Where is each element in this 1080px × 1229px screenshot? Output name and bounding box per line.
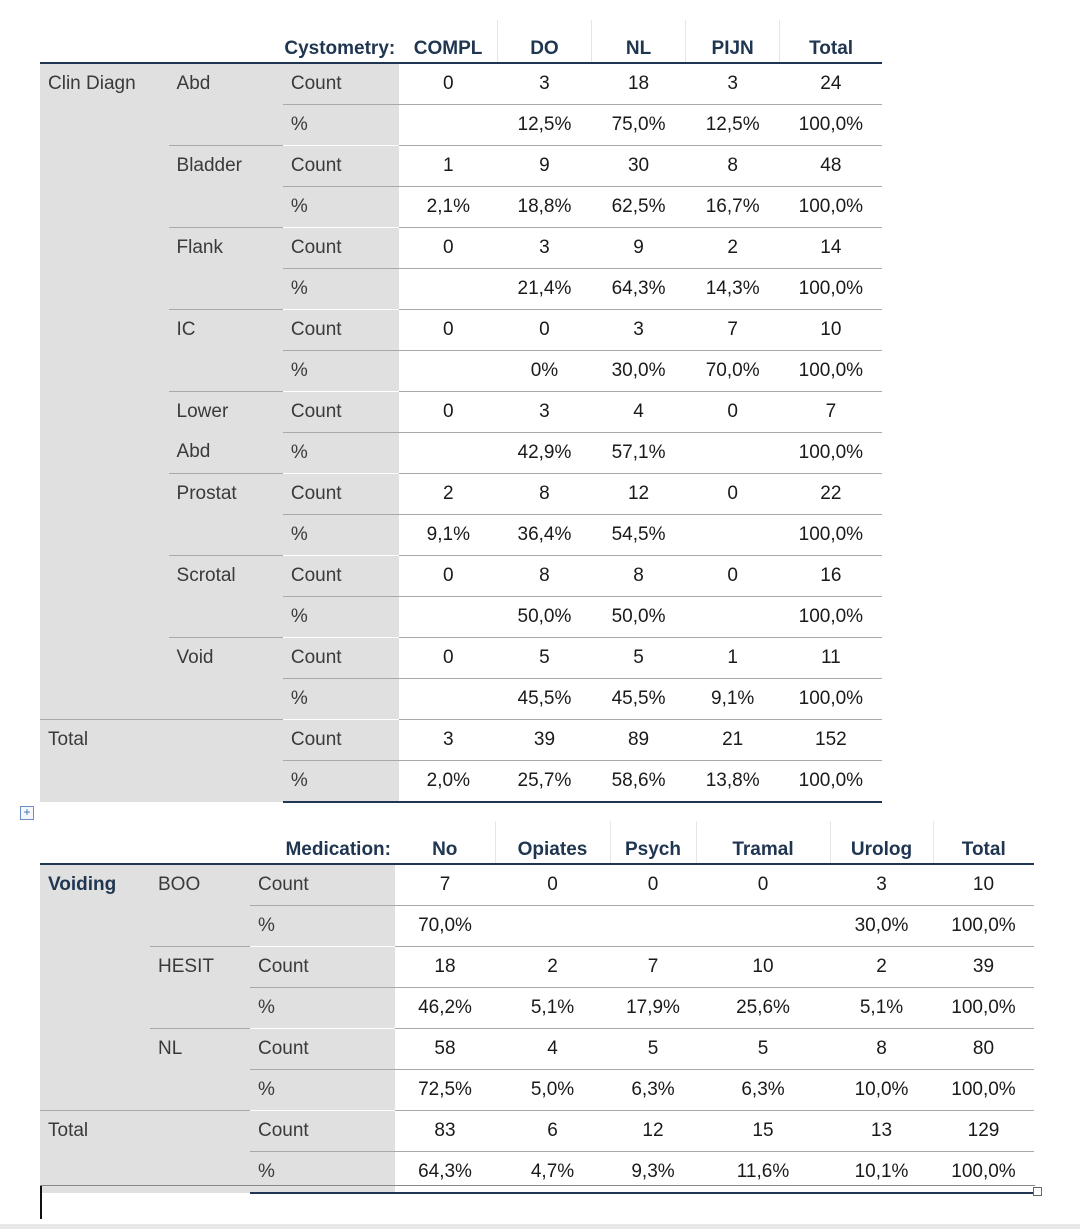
crosstab-voiding-medication[interactable] bbox=[40, 821, 1034, 1194]
table2-header-row bbox=[40, 821, 1034, 864]
statistic-label: % bbox=[283, 597, 399, 638]
table-cell: 8 bbox=[686, 146, 780, 187]
table-cell: 64,3% bbox=[592, 269, 686, 310]
table-cell: 46,2% bbox=[395, 988, 495, 1029]
table-cell bbox=[696, 906, 830, 947]
table-cell: 3 bbox=[830, 864, 933, 906]
table-cell: 0 bbox=[399, 63, 497, 105]
table-cell: 9,1% bbox=[686, 679, 780, 720]
table-cell: 1 bbox=[399, 146, 497, 187]
table-cell: 5,1% bbox=[830, 988, 933, 1029]
pivot-table-icon[interactable]: + bbox=[20, 806, 34, 820]
column-header: DO bbox=[497, 20, 591, 63]
statistic-label: % bbox=[250, 906, 395, 947]
statistic-label: Count bbox=[283, 556, 399, 597]
statistic-label: % bbox=[250, 1152, 395, 1194]
table-cell: 50,0% bbox=[497, 597, 591, 638]
table-cell: 2,1% bbox=[399, 187, 497, 228]
table-cell: 11 bbox=[780, 638, 882, 679]
statistic-label: % bbox=[283, 515, 399, 556]
table-cell: 70,0% bbox=[395, 906, 495, 947]
table-cell: 0 bbox=[686, 474, 780, 515]
table-cell: 0% bbox=[497, 351, 591, 392]
crosstab-clin-diagn-cystometry[interactable] bbox=[40, 20, 882, 803]
category-text: Void bbox=[176, 647, 214, 668]
table-cell: 0 bbox=[686, 392, 780, 433]
table-cell: 129 bbox=[933, 1111, 1034, 1152]
table-row-total bbox=[40, 1111, 1034, 1152]
category-text: NL bbox=[158, 1038, 183, 1059]
table-cell bbox=[686, 515, 780, 556]
category-text: Flank bbox=[176, 237, 223, 258]
row-category-label bbox=[169, 228, 283, 310]
table-cell: 50,0% bbox=[592, 597, 686, 638]
table-row bbox=[40, 947, 1034, 988]
table-cell: 0 bbox=[399, 228, 497, 269]
table-cell: 3 bbox=[497, 228, 591, 269]
table-cell: 5 bbox=[497, 638, 591, 679]
table-cell: 100,0% bbox=[933, 1152, 1034, 1194]
table-cell: 13 bbox=[830, 1111, 933, 1152]
table-cell: 64,3% bbox=[395, 1152, 495, 1194]
statistic-label: % bbox=[283, 187, 399, 228]
column-header: Total bbox=[780, 20, 882, 63]
statistic-label: Count bbox=[283, 228, 399, 269]
table-cell: 42,9% bbox=[497, 433, 591, 474]
table-cell: 80 bbox=[933, 1029, 1034, 1070]
table-cell: 72,5% bbox=[395, 1070, 495, 1111]
table-cell: 4 bbox=[495, 1029, 610, 1070]
table-cell: 3 bbox=[592, 310, 686, 351]
category-text: Abd bbox=[176, 73, 211, 94]
selection-border bbox=[40, 1185, 1035, 1186]
statistic-label: Count bbox=[250, 1111, 395, 1152]
row-category-label bbox=[169, 474, 283, 556]
table-cell: 100,0% bbox=[780, 515, 882, 556]
category-text: Lower bbox=[176, 401, 229, 422]
table-cell: 10 bbox=[696, 947, 830, 988]
table-cell bbox=[399, 433, 497, 474]
table-cell: 0 bbox=[610, 864, 696, 906]
table-cell: 18 bbox=[592, 63, 686, 105]
table-cell: 6 bbox=[495, 1111, 610, 1152]
statistic-label: Count bbox=[283, 474, 399, 515]
table-cell: 5 bbox=[592, 638, 686, 679]
resize-handle[interactable] bbox=[1033, 1187, 1042, 1196]
table-cell: 10 bbox=[780, 310, 882, 351]
category-text: HESIT bbox=[158, 956, 214, 977]
statistic-label: Count bbox=[283, 310, 399, 351]
table-cell: 89 bbox=[592, 720, 686, 761]
table-cell: 15 bbox=[696, 1111, 830, 1152]
table-cell: 7 bbox=[780, 392, 882, 433]
table-cell bbox=[399, 597, 497, 638]
table-cell: 30 bbox=[592, 146, 686, 187]
statistic-label: Count bbox=[283, 63, 399, 105]
table-cell: 100,0% bbox=[780, 597, 882, 638]
statistic-label: % bbox=[283, 761, 399, 803]
table-cell: 30,0% bbox=[830, 906, 933, 947]
table-cell: 100,0% bbox=[780, 105, 882, 146]
table-cell: 3 bbox=[399, 720, 497, 761]
table-row-total bbox=[40, 720, 882, 761]
table-cell: 45,5% bbox=[592, 679, 686, 720]
table-cell: 16 bbox=[780, 556, 882, 597]
table-cell: 0 bbox=[399, 556, 497, 597]
table-cell: 62,5% bbox=[592, 187, 686, 228]
table-cell: 9,3% bbox=[610, 1152, 696, 1194]
column-variable-label: Medication: bbox=[250, 821, 395, 864]
total-label: Total bbox=[40, 1111, 250, 1194]
table-cell: 58 bbox=[395, 1029, 495, 1070]
table-cell: 6,3% bbox=[610, 1070, 696, 1111]
statistic-label: % bbox=[283, 105, 399, 146]
table-cell: 7 bbox=[395, 864, 495, 906]
table-cell: 0 bbox=[497, 310, 591, 351]
table-cell: 2 bbox=[399, 474, 497, 515]
category-text: Prostat bbox=[176, 483, 237, 504]
table-cell: 0 bbox=[696, 864, 830, 906]
table-cell bbox=[399, 105, 497, 146]
column-header: COMPL bbox=[399, 20, 497, 63]
column-header: Opiates bbox=[495, 821, 610, 864]
table-cell bbox=[399, 679, 497, 720]
table-cell: 12,5% bbox=[686, 105, 780, 146]
table-cell: 3 bbox=[497, 392, 591, 433]
table-cell: 36,4% bbox=[497, 515, 591, 556]
table-cell: 0 bbox=[399, 310, 497, 351]
table-cell: 18 bbox=[395, 947, 495, 988]
table1-header-row bbox=[40, 20, 882, 63]
table-cell: 14 bbox=[780, 228, 882, 269]
table-cell: 12 bbox=[592, 474, 686, 515]
table-row bbox=[40, 63, 882, 105]
table-cell: 0 bbox=[495, 864, 610, 906]
column-header: Tramal bbox=[696, 821, 830, 864]
table-cell bbox=[399, 269, 497, 310]
table-cell: 54,5% bbox=[592, 515, 686, 556]
table-cell: 57,1% bbox=[592, 433, 686, 474]
table-cell: 5,0% bbox=[495, 1070, 610, 1111]
table-cell: 17,9% bbox=[610, 988, 696, 1029]
table-cell: 100,0% bbox=[780, 761, 882, 803]
header-corner bbox=[169, 20, 283, 63]
row-category-label bbox=[169, 63, 283, 146]
column-header: No bbox=[395, 821, 495, 864]
table-cell: 4 bbox=[592, 392, 686, 433]
table-cell: 48 bbox=[780, 146, 882, 187]
row-category-label bbox=[150, 1029, 250, 1111]
table-cell: 4,7% bbox=[495, 1152, 610, 1194]
statistic-label: Count bbox=[283, 392, 399, 433]
table-cell: 2,0% bbox=[399, 761, 497, 803]
table-cell: 9,1% bbox=[399, 515, 497, 556]
row-category-label bbox=[169, 310, 283, 392]
table-cell: 2 bbox=[830, 947, 933, 988]
table-cell bbox=[686, 433, 780, 474]
table-cell: 10,1% bbox=[830, 1152, 933, 1194]
row-variable-label: Voiding bbox=[40, 864, 150, 1111]
statistic-label: % bbox=[283, 351, 399, 392]
table-cell: 100,0% bbox=[933, 988, 1034, 1029]
table-cell: 100,0% bbox=[780, 433, 882, 474]
column-variable-label: Cystometry: bbox=[283, 20, 399, 63]
table-cell: 70,0% bbox=[686, 351, 780, 392]
statistic-label: % bbox=[250, 1070, 395, 1111]
statistic-label: % bbox=[283, 269, 399, 310]
text-cursor bbox=[40, 1186, 42, 1219]
category-text: Bladder bbox=[176, 155, 243, 176]
table-cell: 25,7% bbox=[497, 761, 591, 803]
column-header: Psych bbox=[610, 821, 696, 864]
table-row bbox=[40, 1029, 1034, 1070]
table-cell: 2 bbox=[495, 947, 610, 988]
row-category-label bbox=[150, 864, 250, 947]
table-cell: 1 bbox=[686, 638, 780, 679]
column-header: NL bbox=[592, 20, 686, 63]
column-header: PIJN bbox=[686, 20, 780, 63]
statistic-label: Count bbox=[250, 947, 395, 988]
statistic-label: % bbox=[283, 679, 399, 720]
table-cell: 13,8% bbox=[686, 761, 780, 803]
statistic-label: % bbox=[283, 433, 399, 474]
table-cell: 100,0% bbox=[780, 269, 882, 310]
table-cell: 11,6% bbox=[696, 1152, 830, 1194]
table-cell: 8 bbox=[497, 474, 591, 515]
table-cell: 100,0% bbox=[780, 679, 882, 720]
table-cell: 25,6% bbox=[696, 988, 830, 1029]
table-cell: 58,6% bbox=[592, 761, 686, 803]
table-cell: 0 bbox=[399, 638, 497, 679]
category-text: Abd bbox=[176, 441, 211, 462]
table-cell: 7 bbox=[610, 947, 696, 988]
row-variable-label: Clin Diagn bbox=[40, 63, 169, 720]
table-cell: 45,5% bbox=[497, 679, 591, 720]
table-cell: 6,3% bbox=[696, 1070, 830, 1111]
header-corner bbox=[150, 821, 250, 864]
table-cell: 9 bbox=[592, 228, 686, 269]
table-cell: 8 bbox=[830, 1029, 933, 1070]
table-cell: 100,0% bbox=[933, 1070, 1034, 1111]
table-cell: 18,8% bbox=[497, 187, 591, 228]
table-cell: 100,0% bbox=[780, 351, 882, 392]
category-text: IC bbox=[176, 319, 196, 340]
table-cell: 39 bbox=[933, 947, 1034, 988]
row-category-label bbox=[150, 947, 250, 1029]
row-category-label bbox=[169, 392, 283, 474]
statistic-label: Count bbox=[250, 1029, 395, 1070]
table-cell: 0 bbox=[399, 392, 497, 433]
table-cell: 10 bbox=[933, 864, 1034, 906]
category-text: Scrotal bbox=[176, 565, 236, 586]
table-cell: 21 bbox=[686, 720, 780, 761]
statistic-label: % bbox=[250, 988, 395, 1029]
table-cell: 75,0% bbox=[592, 105, 686, 146]
page-edge bbox=[0, 1224, 1080, 1229]
table-cell bbox=[686, 597, 780, 638]
table-cell: 5 bbox=[610, 1029, 696, 1070]
table-cell: 3 bbox=[497, 63, 591, 105]
row-category-label bbox=[169, 556, 283, 638]
statistic-label: Count bbox=[250, 864, 395, 906]
row-category-label bbox=[169, 146, 283, 228]
table-cell: 16,7% bbox=[686, 187, 780, 228]
statistic-label: Count bbox=[283, 638, 399, 679]
table-cell bbox=[610, 906, 696, 947]
table-cell: 2 bbox=[686, 228, 780, 269]
table-cell: 83 bbox=[395, 1111, 495, 1152]
table-cell: 14,3% bbox=[686, 269, 780, 310]
row-category-label bbox=[169, 638, 283, 720]
table-cell: 152 bbox=[780, 720, 882, 761]
table-cell: 8 bbox=[592, 556, 686, 597]
table-cell: 7 bbox=[686, 310, 780, 351]
table-cell: 12 bbox=[610, 1111, 696, 1152]
table-cell: 10,0% bbox=[830, 1070, 933, 1111]
table-cell: 21,4% bbox=[497, 269, 591, 310]
table-cell: 100,0% bbox=[780, 187, 882, 228]
category-text: BOO bbox=[158, 874, 201, 895]
column-header: Urolog bbox=[830, 821, 933, 864]
table-cell: 5 bbox=[696, 1029, 830, 1070]
table-cell: 24 bbox=[780, 63, 882, 105]
table-cell: 0 bbox=[686, 556, 780, 597]
total-label: Total bbox=[40, 720, 283, 803]
header-corner bbox=[40, 821, 150, 864]
table-cell bbox=[495, 906, 610, 947]
column-header: Total bbox=[933, 821, 1034, 864]
table-cell: 30,0% bbox=[592, 351, 686, 392]
table-cell: 9 bbox=[497, 146, 591, 187]
table-cell: 5,1% bbox=[495, 988, 610, 1029]
table-cell: 12,5% bbox=[497, 105, 591, 146]
statistic-label: Count bbox=[283, 146, 399, 187]
table-cell: 100,0% bbox=[933, 906, 1034, 947]
table-row bbox=[40, 864, 1034, 906]
table-cell bbox=[399, 351, 497, 392]
statistic-label: Count bbox=[283, 720, 399, 761]
table-cell: 39 bbox=[497, 720, 591, 761]
table-cell: 22 bbox=[780, 474, 882, 515]
table-cell: 3 bbox=[686, 63, 780, 105]
table-cell: 8 bbox=[497, 556, 591, 597]
header-corner bbox=[40, 20, 169, 63]
